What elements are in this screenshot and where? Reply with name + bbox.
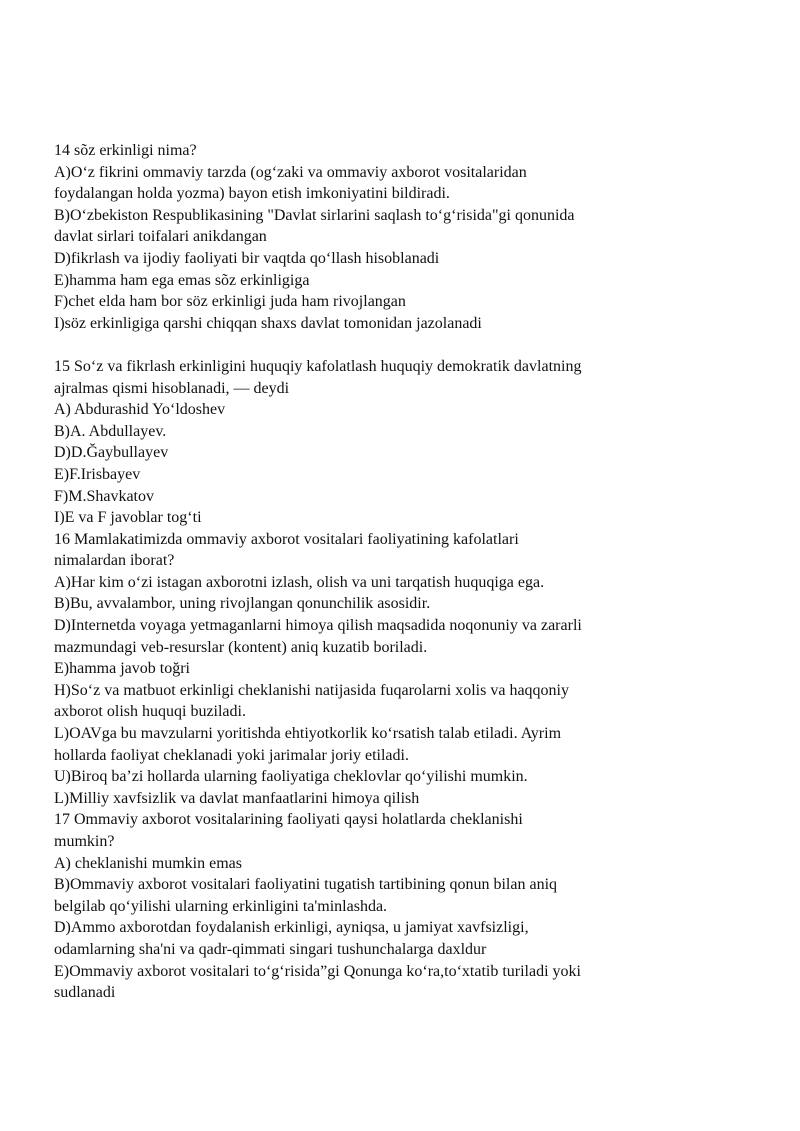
answer-line: I)söz erkinligiga qarshi chiqqan shaxs davlat tomonidan jazolanadi — [54, 314, 482, 332]
question-14-title: 14 sõz erkinligi nima? — [54, 142, 197, 159]
answer-line: U)Biroq ba’zi hollarda ularning faoliyatiga cheklovlar qo‘yilishi mumkin. — [54, 768, 528, 786]
answer-line: B)O‘zbekiston Respublikasining "Davlat sirlarini saqlash to‘g‘risida"gi qonunida — [54, 206, 575, 224]
answer-line: odamlarning sha'ni va qadr-qimmati singari tushunchalarga daxldur — [54, 940, 487, 958]
answer-line: A) cheklanishi mumkin emas — [54, 854, 242, 872]
section-spacer — [54, 334, 744, 356]
question-15-title: 15 So‘z va fikrlash erkinligini huquqiy kafolatlash huquqiy demokratik davlatning — [54, 357, 582, 375]
answer-line: sudlanadi — [54, 984, 116, 1002]
answer-line: A)Har kim o‘zi istagan axborotni izlash, olish va uni tarqatish huquqiga ega. — [54, 573, 545, 591]
answer-line: L)OAVga bu mavzularni yoritishda ehtiyotkorlik ko‘rsatish talab etiladi. Ayrim — [54, 725, 562, 743]
answer-line: A) Abdurashid Yo‘ldoshev — [54, 401, 226, 419]
answer-line: B)A. Abdullayev. — [54, 422, 167, 440]
document-page — [54, 140, 744, 1004]
answer-line: A)O‘z fikrini ommaviy tarzda (og‘zaki va ommaviy axborot vositalaridan — [54, 163, 527, 181]
question-line: nimalardan iborat? — [54, 552, 175, 570]
answer-line: D)fikrlash va ijodiy faoliyati bir vaqtda qo‘llash hisoblanadi — [54, 249, 440, 267]
answer-line: F)chet elda ham bor söz erkinligi juda ham rivojlangan — [54, 293, 406, 311]
answer-line: E)hamma ham ega emas sõz erkinligiga — [54, 271, 310, 289]
answer-line: I)E va F javoblar tog‘ti — [54, 509, 202, 527]
question-17-title: 17 Ommaviy axborot vositalarining faoliyati qaysi holatlarda cheklanishi — [54, 811, 523, 829]
answer-line: E)Ommaviy axborot vositalari to‘g‘risida”gi Qonunga ko‘ra,to‘xtatib turiladi yoki — [54, 962, 581, 980]
answer-line: D)Internetda voyaga yetmaganlarni himoya qilish maqsadida noqonuniy va zararli — [54, 617, 582, 635]
question-16-title: 16 Mamlakatimizda ommaviy axborot vositalari faoliyatining kafolatlari — [54, 530, 519, 548]
answer-line: B)Bu, avvalambor, uning rivojlangan qonunchilik asosidir. — [54, 595, 431, 613]
answer-line: H)So‘z va matbuot erkinligi cheklanishi natijasida fuqarolarni xolis va haqqoniy — [54, 681, 569, 699]
question-14 — [54, 140, 744, 334]
question-17 — [54, 809, 744, 1003]
answer-line: axborot olish huquqi buziladi. — [54, 703, 246, 721]
question-line: mumkin? — [54, 833, 115, 850]
answer-line: L)Milliy xavfsizlik va davlat manfaatlarini himoya qilish — [54, 789, 420, 807]
question-16 — [54, 529, 744, 810]
answer-line: foydalangan holda yozma) bayon etish imkoniyatini bildiradi. — [54, 185, 450, 203]
question-line: ajralmas qismi hisoblanadi, — deydi — [54, 379, 290, 397]
answer-line: hollarda faoliyat cheklanadi yoki jarimalar joriy etiladi. — [54, 746, 409, 764]
answer-line: E)hamma javob toğri — [54, 660, 190, 678]
answer-line: belgilab qo‘yilishi ularning erkinligini ta'minlashda. — [54, 897, 388, 915]
answer-line: D)D.Ğaybullayev — [54, 444, 169, 462]
answer-line: E)F.Irisbayev — [54, 465, 141, 483]
question-15 — [54, 356, 744, 529]
answer-line: D)Ammo axborotdan foydalanish erkinligi, ayniqsa, u jamiyat xavfsizligi, — [54, 919, 529, 937]
answer-line: davlat sirlari toifalari anikdangan — [54, 228, 267, 246]
answer-line: mazmundagi veb-resurslar (kontent) aniq kuzatib boriladi. — [54, 638, 428, 656]
answer-line: B)Ommaviy axborot vositalari faoliyatini tugatish tartibining qonun bilan aniq — [54, 876, 558, 894]
answer-line: F)M.Shavkatov — [54, 487, 154, 505]
